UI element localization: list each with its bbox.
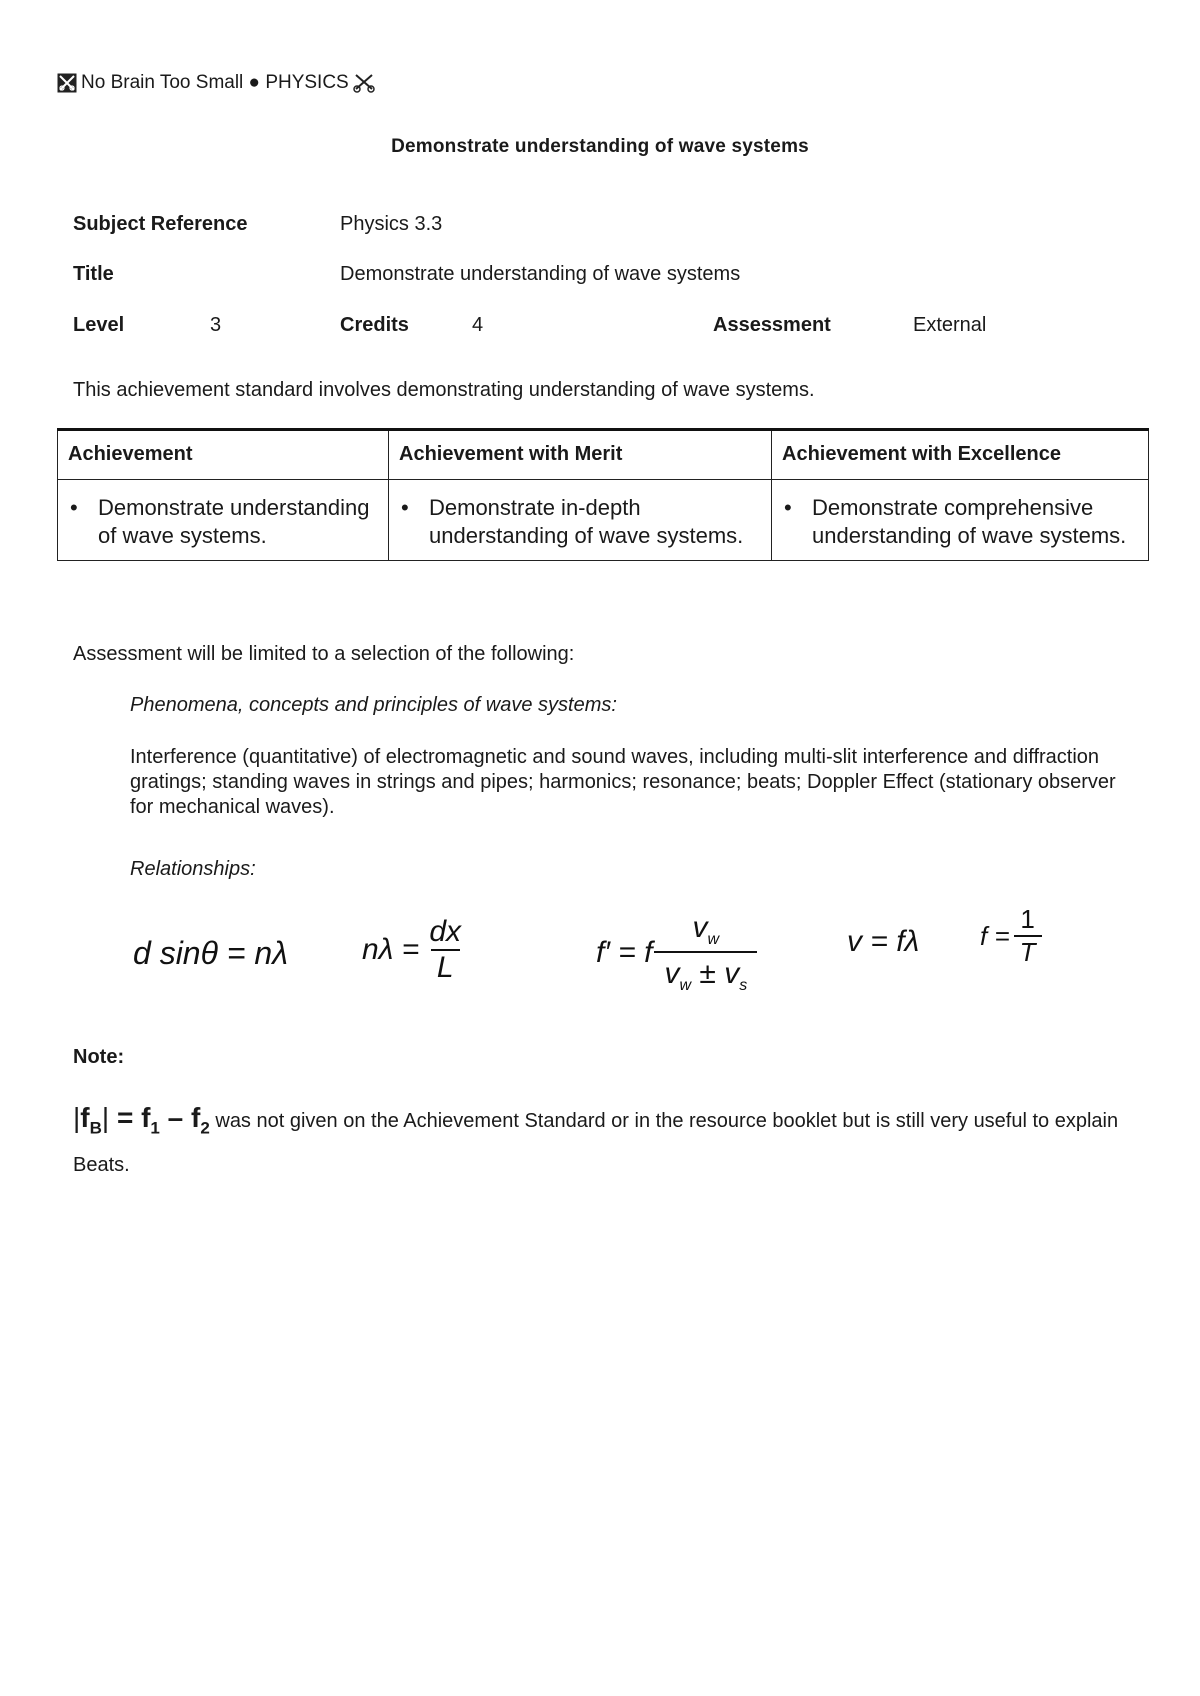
level-value: 3 bbox=[210, 314, 222, 336]
credits-label: Credits bbox=[340, 314, 409, 336]
eq3-den-b: v bbox=[724, 957, 740, 990]
phenomena-heading: Phenomena, concepts and principles of wave systems: bbox=[130, 694, 617, 716]
document-title: Demonstrate understanding of wave systems bbox=[391, 136, 809, 157]
scissors-box-icon bbox=[57, 73, 77, 93]
eq5-denominator: T bbox=[1014, 935, 1042, 968]
eq2-lhs: nλ = bbox=[362, 933, 420, 966]
achievement-table bbox=[57, 428, 1149, 561]
bullet-icon: • bbox=[784, 495, 792, 520]
beats-f: f bbox=[80, 1102, 90, 1133]
table-row bbox=[58, 480, 1149, 561]
eq3-lhs: f′ = f bbox=[596, 936, 653, 969]
beats-minus: – f bbox=[159, 1102, 201, 1133]
eq2-numerator: dx bbox=[429, 915, 461, 948]
credits-value: 4 bbox=[472, 314, 484, 336]
header-text: No Brain Too Small ● PHYSICS bbox=[81, 72, 349, 93]
note-label: Note: bbox=[73, 1046, 125, 1068]
cell-achievement bbox=[58, 480, 389, 561]
title-value: Demonstrate understanding of wave systems bbox=[340, 263, 741, 285]
cell-text: Demonstrate understanding of wave systems. bbox=[98, 495, 370, 548]
equation-double-slit bbox=[362, 910, 467, 990]
header-excellence: Achievement with Excellence bbox=[772, 430, 1149, 480]
assessment-value: External bbox=[913, 314, 987, 336]
assessment-note: Assessment will be limited to a selection of the following: bbox=[73, 643, 575, 665]
beats-sub-2: 2 bbox=[200, 1118, 210, 1138]
equation-diffraction-grating: d sinθ = nλ bbox=[133, 935, 288, 971]
beats-sub-b: B bbox=[89, 1118, 102, 1138]
equation-wave-speed: v = fλ bbox=[847, 925, 920, 958]
eq3-den-b-sub: s bbox=[739, 977, 748, 994]
subject-reference-value: Physics 3.3 bbox=[340, 213, 443, 235]
title-label: Title bbox=[73, 263, 114, 285]
assessment-label: Assessment bbox=[713, 314, 831, 336]
eq3-num-sub: w bbox=[707, 931, 720, 948]
scissors-icon bbox=[353, 73, 375, 93]
page-header bbox=[57, 72, 375, 94]
eq3-den-a: v bbox=[664, 957, 680, 990]
eq3-den-a-sub: w bbox=[679, 977, 692, 994]
eq3-num-v: v bbox=[692, 911, 708, 944]
beats-note bbox=[73, 1100, 1133, 1183]
cell-text: Demonstrate comprehensive understanding of wave systems. bbox=[812, 495, 1127, 548]
equation-period bbox=[980, 898, 1042, 974]
eq5-lhs: f = bbox=[980, 920, 1010, 951]
header-merit: Achievement with Merit bbox=[389, 430, 772, 480]
cell-merit bbox=[389, 480, 772, 561]
eq5-numerator: 1 bbox=[1020, 904, 1035, 934]
level-label: Level bbox=[73, 314, 125, 336]
intro-text: This achievement standard involves demonstrating understanding of wave systems. bbox=[73, 379, 815, 401]
bullet-icon: • bbox=[70, 495, 78, 520]
subject-reference-label: Subject Reference bbox=[73, 213, 248, 235]
cell-excellence bbox=[772, 480, 1149, 561]
eq3-den-op: ± bbox=[691, 957, 725, 990]
cell-text: Demonstrate in-depth understanding of wave systems. bbox=[429, 495, 744, 548]
header-achievement: Achievement bbox=[58, 430, 389, 480]
table-header-row bbox=[58, 430, 1149, 480]
bullet-icon: • bbox=[401, 495, 409, 520]
phenomena-text: Interference (quantitative) of electromagnetic and sound waves, including multi-slit interference and diffraction gratings; standing waves in strings and pipes; harmonics; resonance; beats; Doppler Effect (stationary observer for mechanical waves). bbox=[130, 746, 1116, 818]
beats-eq: = f bbox=[109, 1102, 151, 1133]
beats-sub-1: 1 bbox=[150, 1118, 160, 1138]
eq2-denominator: L bbox=[431, 949, 460, 985]
beats-text: was not given on the Achievement Standard or in the resource booklet but is still very useful to explain Beats. bbox=[73, 1110, 1119, 1176]
relationships-heading: Relationships: bbox=[130, 858, 256, 880]
beats-formula: $|f_B| = f_1 - f_2$ bbox=[73, 1102, 210, 1138]
equation-doppler bbox=[596, 905, 757, 1001]
